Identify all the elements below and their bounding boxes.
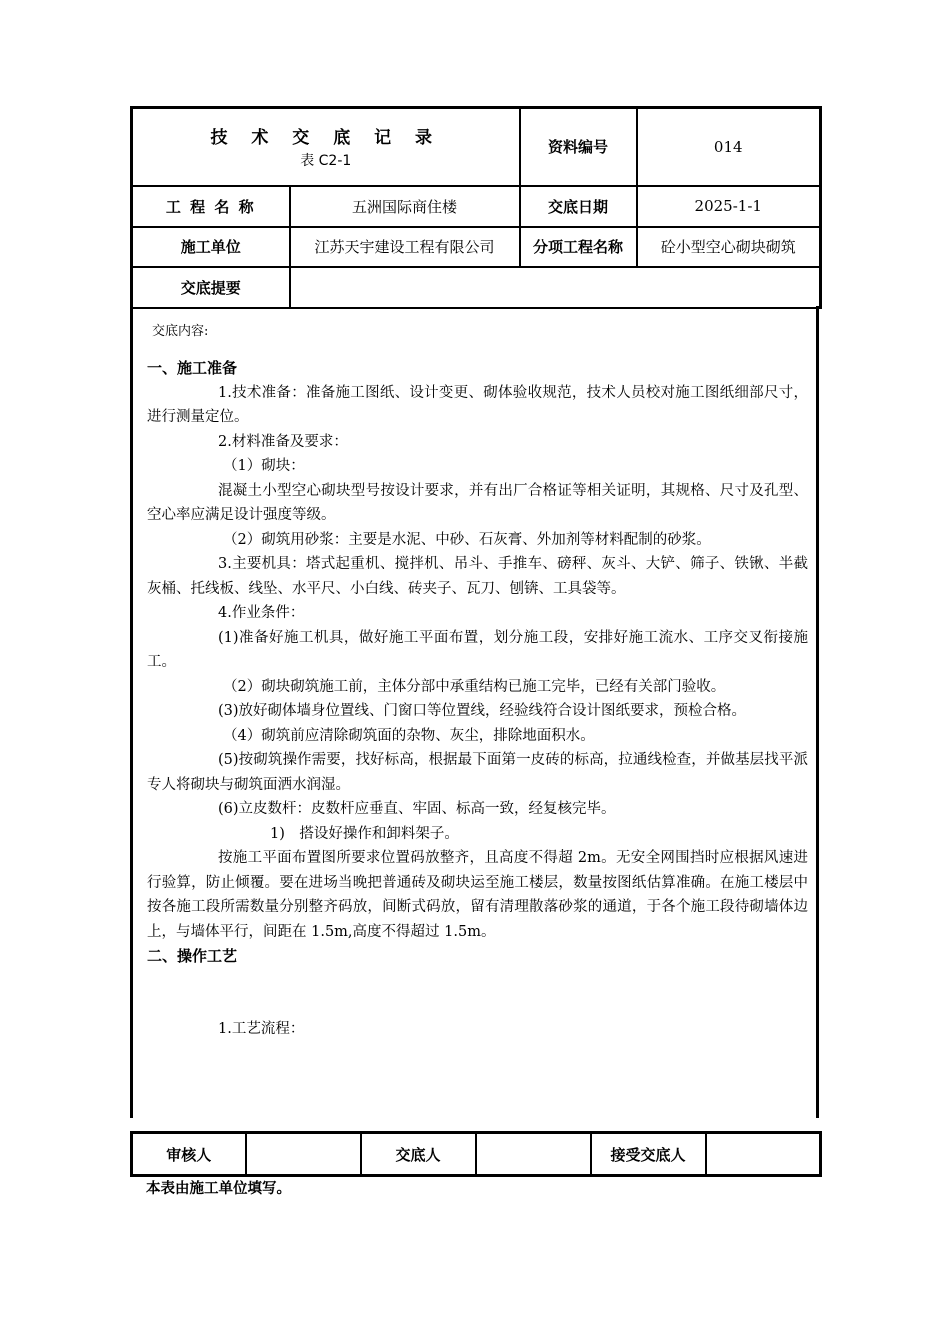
form-code: 表 C2-1 [300, 153, 352, 170]
summary-label: 交底提要 [132, 267, 290, 308]
paragraph: （2）砌块砌筑施工前，主体分部中承重结构已施工完毕，已经有关部门验收。 [223, 678, 726, 695]
contractor-label: 施工单位 [132, 227, 290, 267]
contractor-value: 江苏天宇建设工程有限公司 [290, 227, 520, 267]
content-label: 交底内容: [152, 324, 209, 339]
paragraph: (1)准备好施工机具，做好施工平面布置，划分施工段，安排好施工流水、工序交叉衔接施工。 [147, 629, 808, 670]
paragraph: （2）砌筑用砂浆：主要是水泥、中砂、石灰膏、外加剂等材料配制的砂浆。 [223, 531, 711, 548]
project-name-value: 五洲国际商住楼 [290, 186, 520, 227]
form-title: 技 术 交 底 记 录 [210, 128, 442, 149]
date-value: 2025-1-1 [637, 186, 821, 227]
doc-no-value: 014 [637, 108, 821, 186]
paragraph: 4.作业条件： [218, 605, 305, 621]
paragraph: 1.技术准备：准备施工图纸、设计变更、砌体验收规范，技术人员校对施工图纸细部尺寸，进行测量定位。 [147, 384, 808, 425]
section-title-preparation: 一、施工准备 [147, 359, 238, 377]
doc-no-label: 资料编号 [520, 108, 637, 186]
paragraph: 1.工艺流程： [218, 1020, 305, 1037]
header-table [130, 106, 822, 309]
subitem-label: 分项工程名称 [520, 227, 637, 267]
paragraph: （4）砌筑前应清除砌筑面的杂物、灰尘，排除地面积水。 [223, 727, 595, 744]
paragraph: （1）砌块： [223, 458, 305, 474]
paragraph: (5)按砌筑操作需要，找好标高，根据最下面第一皮砖的标高，拉通线检查，并做基层找平派专人将砌块与砌筑面洒水润湿。 [147, 752, 808, 793]
content-body [147, 356, 808, 1041]
signature-table [130, 1131, 822, 1177]
paragraph: 3.主要机具：塔式起重机、搅拌机、吊斗、手推车、磅秤、灰斗、大铲、筛子、铁锹、半截灰桶、托线板、线坠、水平尺、小白线、砖夹子、瓦刀、刨锛、工具袋等。 [147, 556, 808, 597]
title-cell [132, 108, 520, 186]
discloser-value [476, 1133, 591, 1176]
paragraph: (6)立皮数杆：皮数杆应垂直、牢固、标高一致，经复核完毕。 [218, 801, 616, 817]
reviewer-value [246, 1133, 361, 1176]
section-title-process: 二、操作工艺 [147, 947, 238, 965]
paragraph: 按施工平面布置图所要求位置码放整齐，且高度不得超 2m。无安全网围挡时应根据风速进行验算，防止倾覆。要在进场当晚把普通砖及砌块运至施工楼层，数量按图纸估算准确。在施工楼层中按各施工段所需数量分别整齐码放，间断式码放，留有清理散落砂浆的通道，于各个施工段待砌墙体边上，与墙体平行，间距在 1.5m,高度不得超过 1.5m。 [147, 850, 808, 940]
date-label: 交底日期 [520, 186, 637, 227]
footer-note: 本表由施工单位填写。 [146, 1181, 291, 1197]
summary-value [290, 267, 821, 308]
paragraph: 2.材料准备及要求： [218, 433, 348, 450]
project-name-label: 工 程 名 称 [132, 186, 290, 227]
receiver-value [706, 1133, 821, 1176]
receiver-label: 接受交底人 [591, 1133, 706, 1176]
paragraph: (3)放好砌体墙身位置线、门窗口等位置线，经验线符合设计图纸要求，预检合格。 [218, 703, 747, 719]
reviewer-label: 审核人 [132, 1133, 246, 1176]
subitem-value: 砼小型空心砌块砌筑 [637, 227, 821, 267]
discloser-label: 交底人 [361, 1133, 476, 1176]
content-box [130, 306, 819, 1118]
paragraph: 混凝土小型空心砌块型号按设计要求，并有出厂合格证等相关证明，其规格、尺寸及孔型、空心率应满足设计强度等级。 [147, 482, 808, 523]
paragraph: 1) 搭设好操作和卸料架子。 [270, 825, 459, 842]
